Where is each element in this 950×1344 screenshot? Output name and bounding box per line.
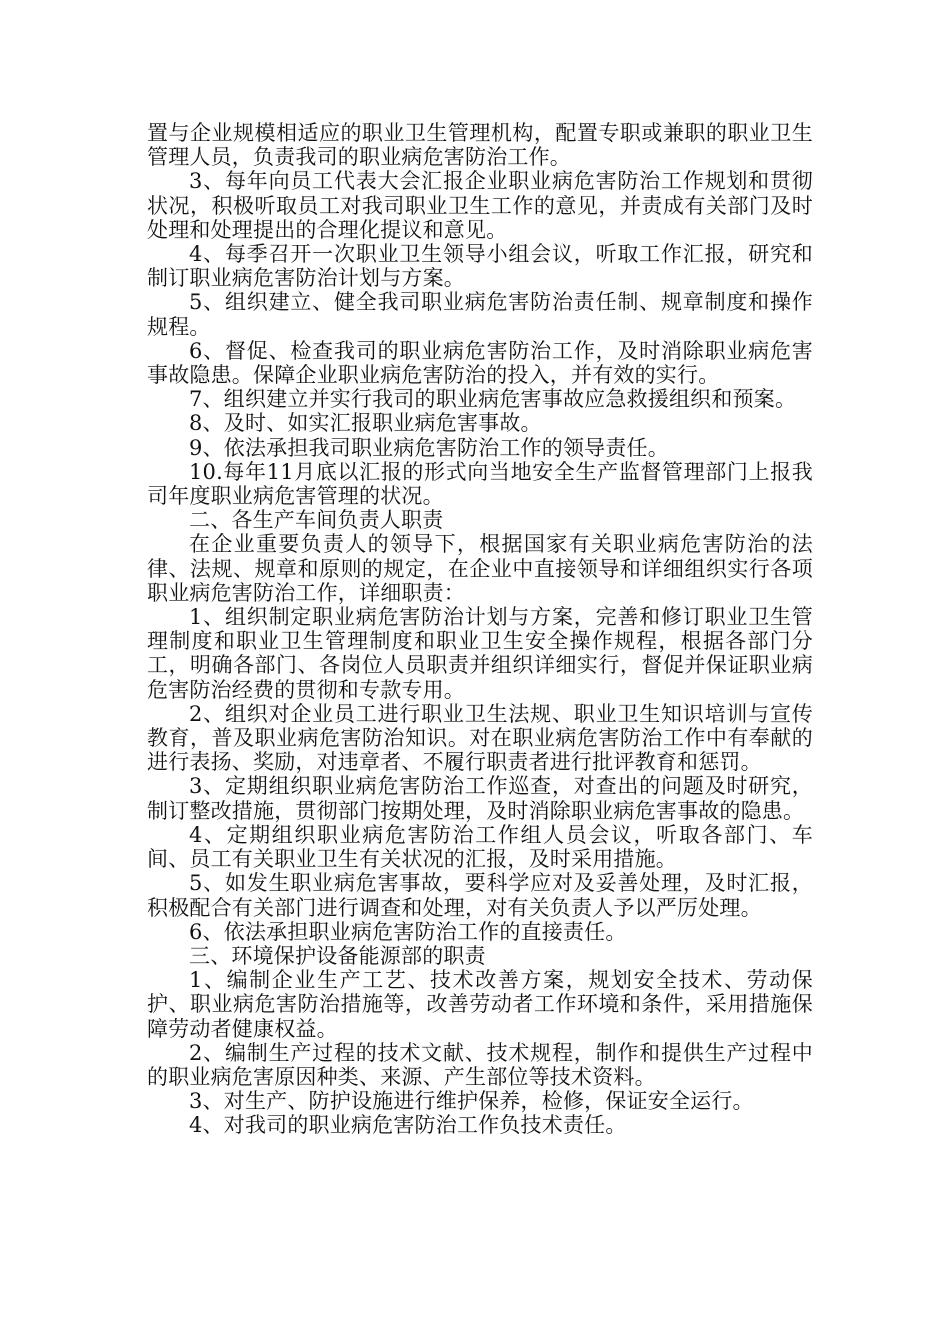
paragraph-14: 3、定期组织职业病危害防治工作巡查，对查出的问题及时研究，制订整改措施，贯彻部门按期处理，及时消除职业病危害事故的隐患。 — [147, 774, 813, 823]
paragraph-15: 4、定期组织职业病危害防治工作组人员会议，听取各部门、车间、员工有关职业卫生有关状况的汇报，及时采用措施。 — [147, 822, 813, 872]
paragraph-16: 5、如发生职业病危害事故，要科学应对及妥善处理，及时汇报，积极配合有关部门进行调查和处理，对有关负责人予以严厉处理。 — [147, 871, 813, 920]
paragraph-11: 在企业重要负责人的领导下，根据国家有关职业病危害防治的法律、法规、规章和原则的规定，在企业中直接领导和详细组织实行各项职业病危害防治工作，详细职责： — [147, 532, 813, 605]
paragraph-3: 4、每季召开一次职业卫生领导小组会议，听取工作汇报，研究和制订职业病危害防治计划与方案。 — [147, 242, 813, 291]
paragraph-5: 6、督促、检查我司的职业病危害防治工作，及时消除职业病危害事故隐患。保障企业职业病危害防治的投入，并有效的实行。 — [147, 338, 813, 388]
paragraph-2: 3、每年向员工代表大会汇报企业职业病危害防治工作规划和贯彻状况，积极听取员工对我司职业卫生工作的意见，并责成有关部门及时处理和处理提出的合理化提议和意见。 — [147, 169, 813, 242]
paragraph-13: 2、组织对企业员工进行职业卫生法规、职业卫生知识培训与宣传教育，普及职业病危害防治知识。对在职业病危害防治工作中有奉献的进行表扬、奖励，对违章者、不履行职责者进行批评教育和惩罚。 — [147, 701, 813, 775]
paragraph-9: 10.每年11月底以汇报的形式向当地安全生产监督管理部门上报我司年度职业病危害管理的状况。 — [147, 459, 813, 509]
paragraph-1: 置与企业规模相适应的职业卫生管理机构，配置专职或兼职的职业卫生管理人员，负责我司的职业病危害防治工作。 — [147, 121, 813, 170]
paragraph-17: 6、依法承担职业病危害防治工作的直接责任。 — [189, 919, 627, 944]
document-page — [147, 121, 813, 1138]
paragraph-8: 9、依法承担我司职业病危害防治工作的领导责任。 — [189, 435, 669, 460]
section-heading-3: 三、环境保护设备能源部的职责 — [189, 943, 486, 968]
paragraph-21: 3、对生产、防护设施进行维护保养，检修，保证安全运行。 — [189, 1089, 754, 1114]
paragraph-6: 7、组织建立并实行我司的职业病危害事故应急救援组织和预案。 — [189, 387, 797, 412]
section-heading-2: 二、各生产车间负责人职责 — [189, 508, 444, 533]
paragraph-4: 5、组织建立、健全我司职业病危害防治责任制、规章制度和操作规程。 — [147, 290, 813, 339]
paragraph-22: 4、对我司的职业病危害防治工作负技术责任。 — [189, 1113, 627, 1138]
paragraph-19: 1、编制企业生产工艺、技术改善方案，规划安全技术、劳动保护、职业病危害防治措施等，改善劳动者工作环境和条件，采用措施保障劳动者健康权益。 — [147, 968, 813, 1041]
paragraph-12: 1、组织制定职业病危害防治计划与方案，完善和修订职业卫生管理制度和职业卫生管理制度和职业卫生安全操作规程，根据各部门分工，明确各部门、各岗位人员职责并组织详细实行，督促并保证职业病危害防治经费的贯彻和专款专用。 — [147, 605, 813, 702]
paragraph-7: 8、及时、如实汇报职业病危害事故。 — [189, 411, 542, 436]
paragraph-20: 2、编制生产过程的技术文献、技术规程，制作和提供生产过程中的职业病危害原因种类、来源、产生部位等技术资料。 — [147, 1040, 813, 1089]
